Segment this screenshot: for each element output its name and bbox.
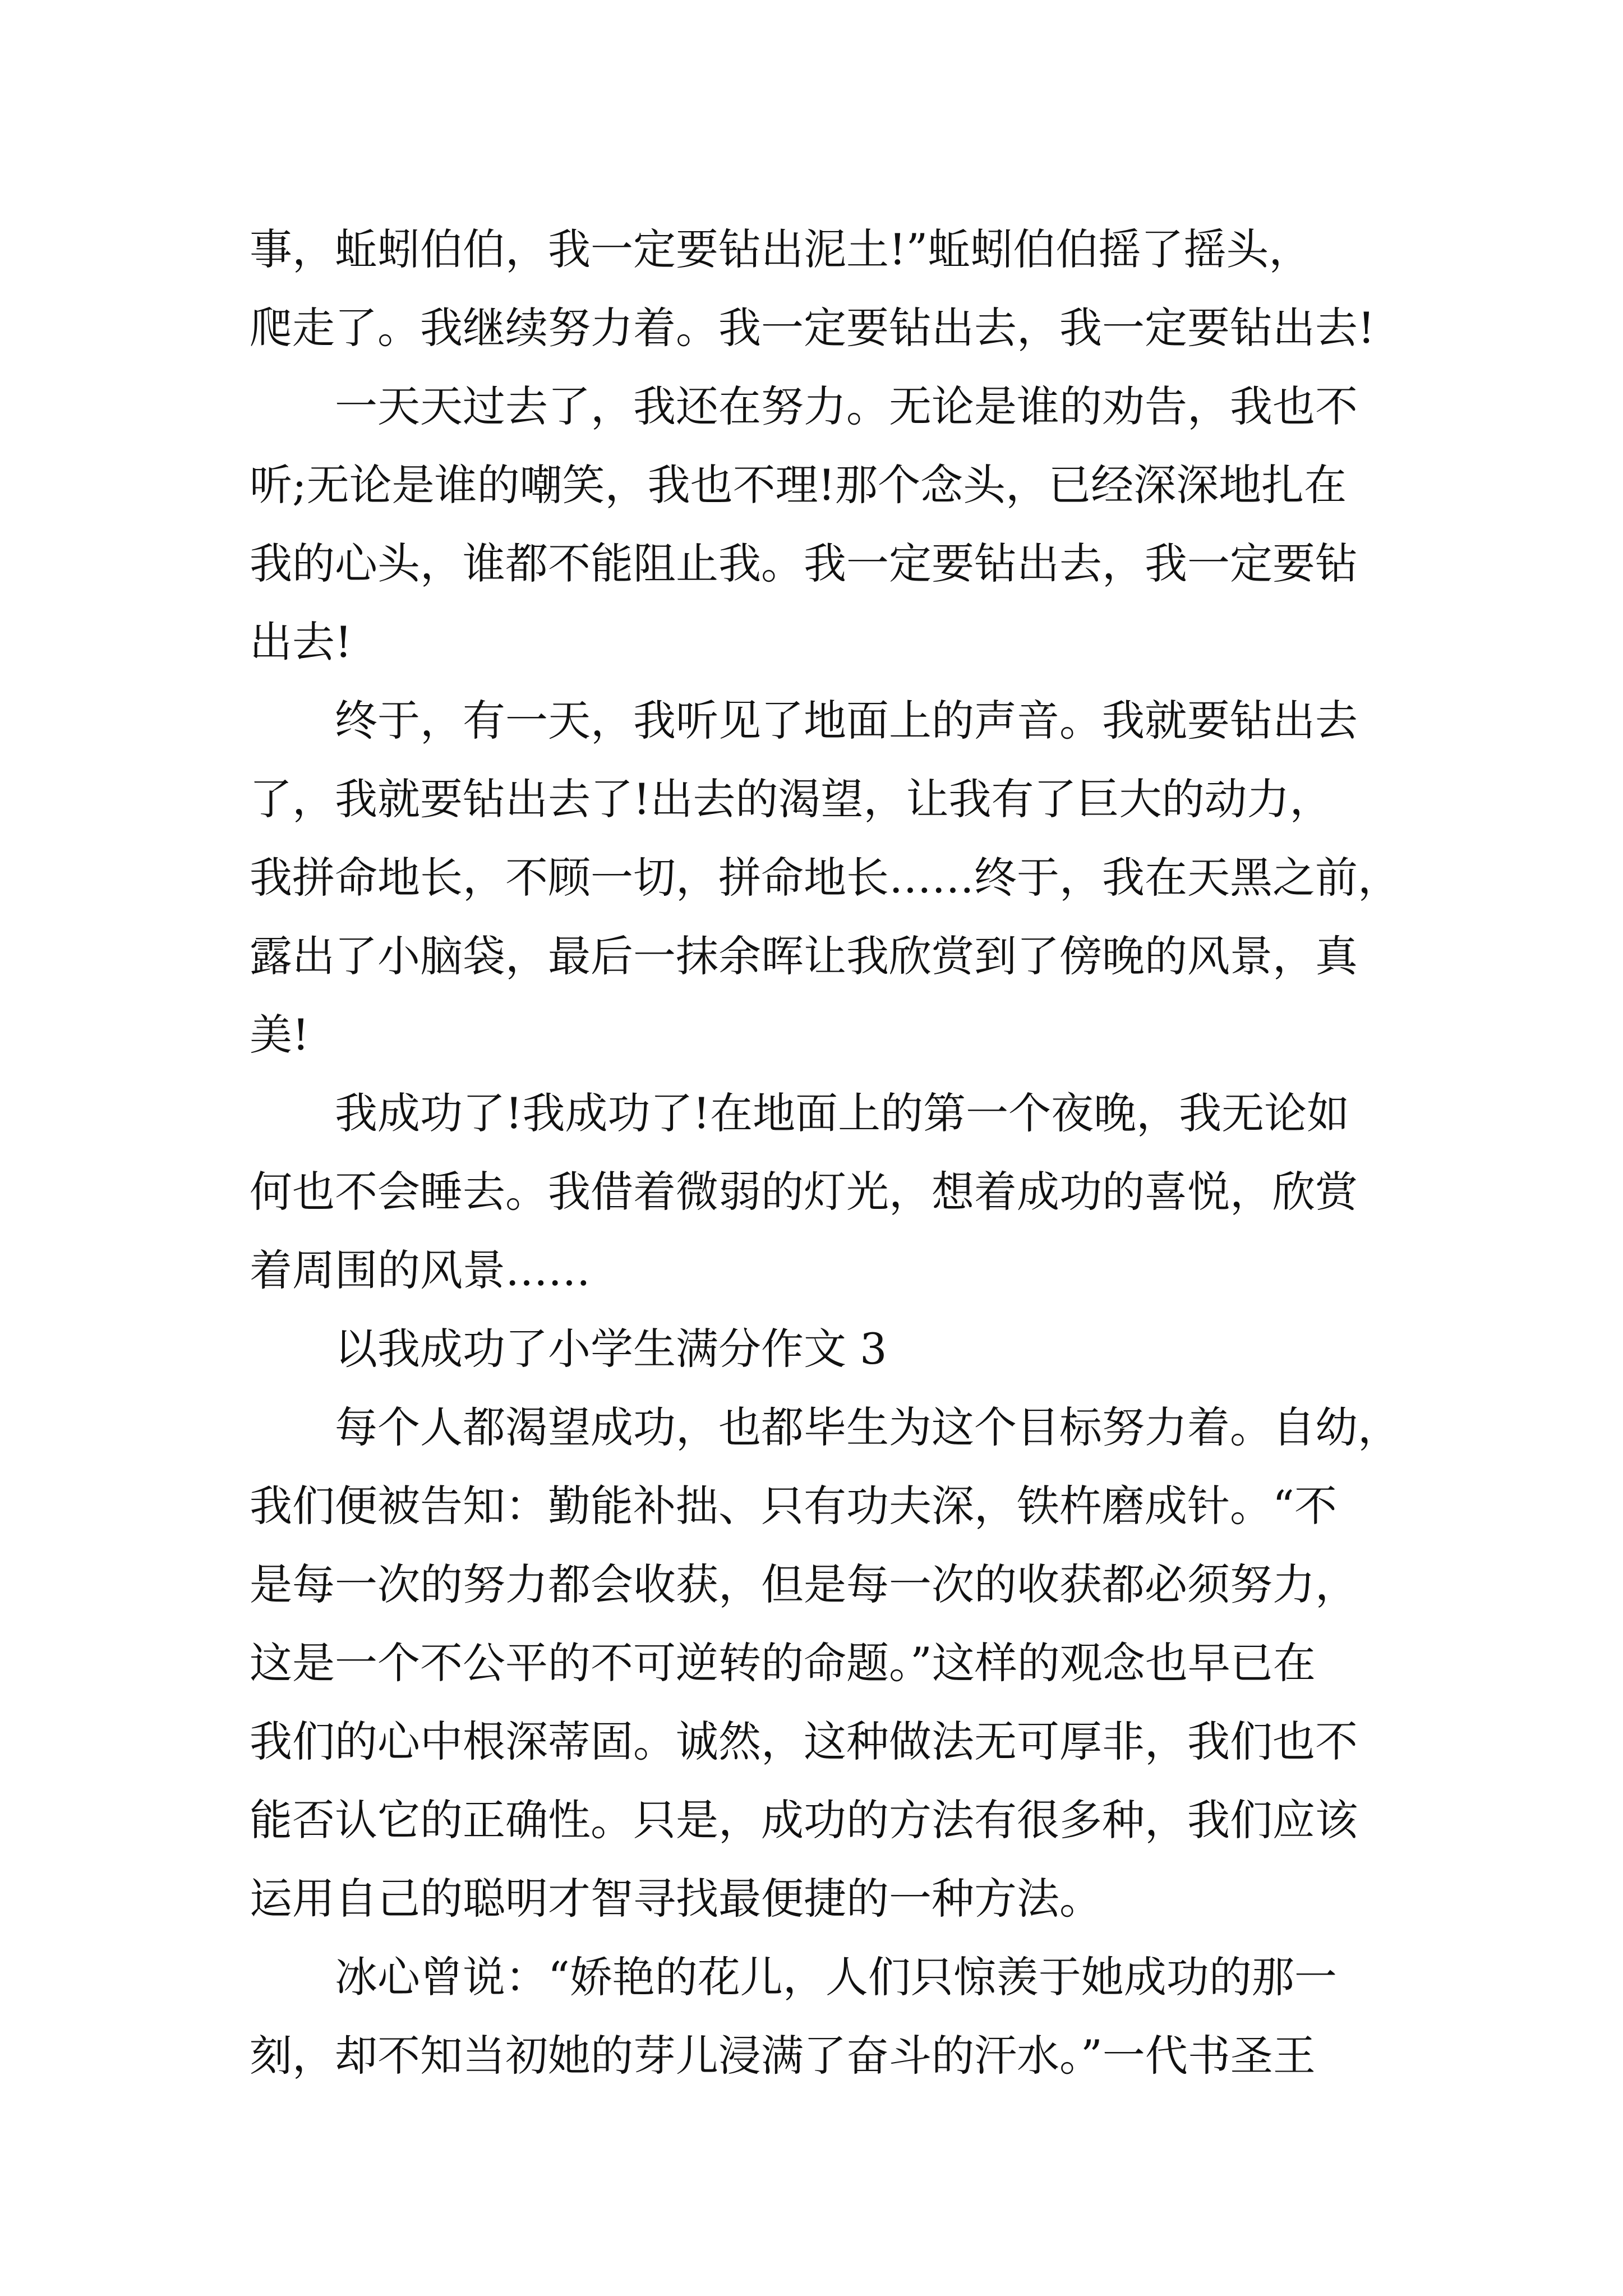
document-body-text — [250, 210, 1400, 2095]
text-line: 是每一次的努力都会收获，但是每一次的收获都必须努力， — [250, 1559, 1358, 1609]
text-line: 我们的心中根深蒂固。诚然，这种做法无可厚非，我们也不 — [250, 1717, 1358, 1766]
text-line: 运用自己的聪明才智寻找最便捷的一种方法。 — [250, 1874, 1102, 1924]
text-line: 爬走了。我继续努力着。我一定要钻出去，我一定要钻出去! — [250, 303, 1375, 353]
text-line: 听;无论是谁的嘲笑，我也不理!那个念头，已经深深地扎在 — [250, 460, 1347, 510]
text-line: 了，我就要钻出去了!出去的渴望，让我有了巨大的动力， — [250, 774, 1332, 824]
text-line: 刻，却不知当初她的芽儿浸满了奋斗的汗水。”一代书圣王 — [250, 2031, 1316, 2081]
text-line: 终于，有一天，我听见了地面上的声音。我就要钻出去 — [335, 696, 1358, 746]
text-line: 我们便被告知：勤能补拙、只有功夫深，铁杵磨成针。“不 — [250, 1481, 1337, 1531]
text-line: 着周围的风景…… — [250, 1245, 591, 1295]
text-line: 我成功了!我成功了!在地面上的第一个夜晚，我无论如 — [335, 1088, 1350, 1138]
text-line: 一天天过去了，我还在努力。无论是谁的劝告，我也不 — [335, 381, 1358, 431]
text-line: 我拼命地长，不顾一切，拼命地长……终于，我在天黑之前， — [250, 853, 1400, 903]
text-line: 事，蚯蚓伯伯，我一定要钻出泥土!”蚯蚓伯伯摇了摇头， — [250, 224, 1312, 274]
text-line: 露出了小脑袋，最后一抹余晖让我欣赏到了傍晚的风景，真 — [250, 931, 1358, 981]
text-line: 何也不会睡去。我借着微弱的灯光，想着成功的喜悦，欣赏 — [250, 1167, 1358, 1217]
text-line: 美! — [250, 1010, 310, 1060]
text-line: 以我成功了小学生满分作文 3 — [335, 1324, 887, 1374]
text-line: 这是一个不公平的不可逆转的命题。”这样的观念也早已在 — [250, 1638, 1316, 1688]
text-line: 出去! — [250, 617, 352, 667]
text-line: 我的心头，谁都不能阻止我。我一定要钻出去，我一定要钻 — [250, 539, 1358, 588]
text-line: 每个人都渴望成功，也都毕生为这个目标努力着。自幼， — [335, 1402, 1400, 1452]
text-line: 冰心曾说：“娇艳的花儿，人们只惊羡于她成功的那一 — [335, 1952, 1337, 2002]
text-line: 能否认它的正确性。只是，成功的方法有很多种，我们应该 — [250, 1795, 1358, 1845]
